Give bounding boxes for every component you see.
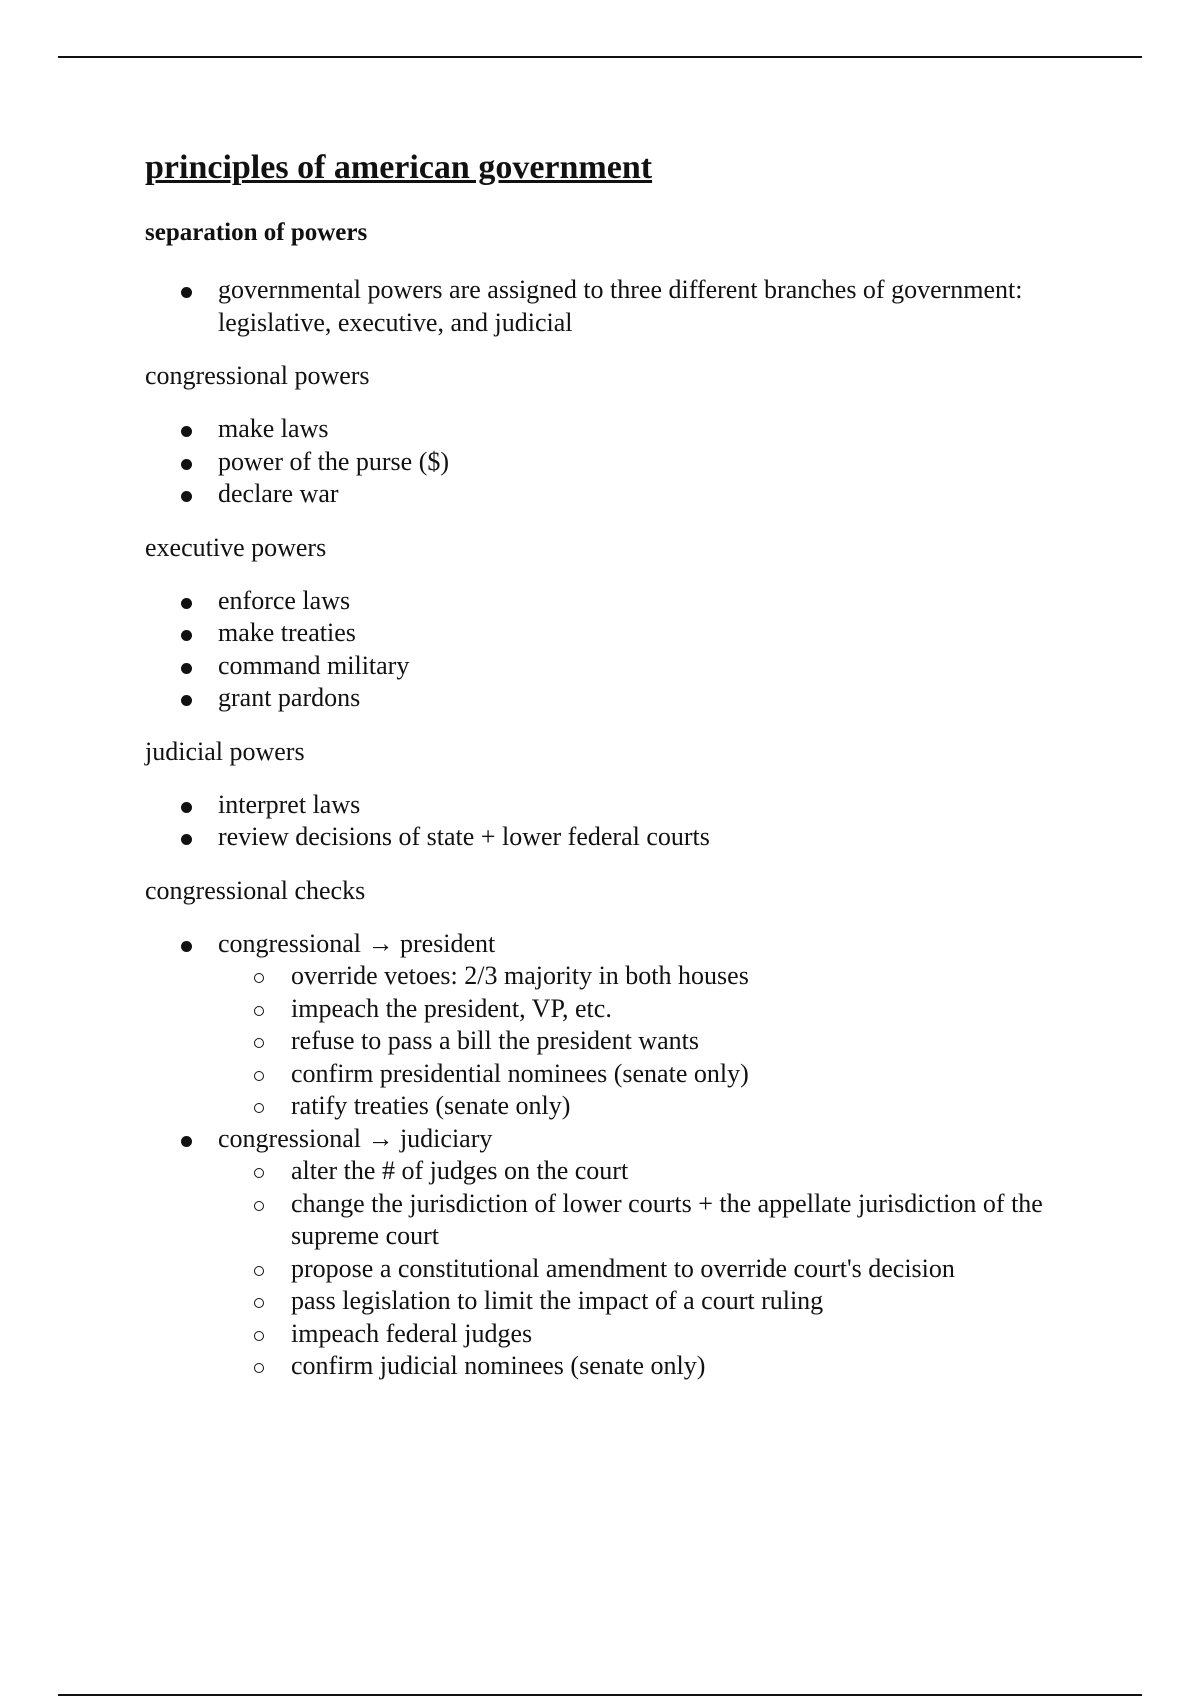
list-item-text: governmental powers are assigned to three different branches of government: legislative, executive, and judicial <box>218 275 1023 337</box>
list-item-text: declare war <box>218 479 339 508</box>
list-item <box>218 1155 1105 1188</box>
bullet-icon <box>181 695 192 706</box>
list-item-text: enforce laws <box>218 585 351 615</box>
bullet-icon <box>181 598 192 609</box>
list-item-text: pass legislation to limit the impact of a court ruling <box>291 1286 824 1315</box>
judicial-powers-heading: judicial powers <box>145 736 305 766</box>
list-item-text: alter the # of judges on the court <box>291 1156 629 1185</box>
list-item <box>218 1253 1105 1286</box>
check-group-label: congressional → judiciary <box>218 1123 493 1153</box>
list-item <box>145 274 1105 339</box>
list-item-text: power of the purse ($) <box>218 446 450 476</box>
list-item-text: refuse to pass a bill the president wants <box>291 1026 699 1055</box>
judiciary-checks-list <box>218 1155 1105 1383</box>
list-item <box>145 446 1105 479</box>
bullet-icon <box>181 287 192 298</box>
list-item <box>145 585 1105 618</box>
list-item <box>218 1188 1105 1253</box>
hollow-bullet-icon <box>254 1168 264 1178</box>
check-group-judiciary <box>145 1123 1105 1383</box>
hollow-bullet-icon <box>254 1006 264 1016</box>
intro-list <box>145 274 1105 339</box>
document-body <box>145 142 1105 1403</box>
list-item <box>218 1090 1105 1123</box>
hollow-bullet-icon <box>254 1071 264 1081</box>
congressional-checks-list <box>145 928 1105 1383</box>
list-item-text: make treaties <box>218 618 356 647</box>
executive-powers-heading: executive powers <box>145 532 327 562</box>
list-item-text: grant pardons <box>218 683 361 712</box>
bullet-icon <box>181 941 192 952</box>
hollow-bullet-icon <box>254 1038 264 1048</box>
hollow-bullet-icon <box>254 973 264 983</box>
list-item <box>145 413 1105 446</box>
congressional-powers-list <box>145 413 1105 511</box>
hollow-bullet-icon <box>254 1298 264 1308</box>
bottom-rule <box>58 1694 1142 1696</box>
hollow-bullet-icon <box>254 1266 264 1276</box>
list-item <box>218 960 1105 993</box>
bullet-icon <box>181 459 192 470</box>
hollow-bullet-icon <box>254 1363 264 1373</box>
list-item <box>218 1285 1105 1318</box>
bullet-icon <box>181 1136 192 1147</box>
list-item-text: impeach the president, VP, etc. <box>291 993 612 1023</box>
bullet-icon <box>181 491 192 502</box>
top-rule <box>58 56 1142 58</box>
check-group-label: congressional → president <box>218 928 496 958</box>
list-item-text: change the jurisdiction of lower courts + the appellate jurisdiction of the supreme court <box>291 1188 1043 1250</box>
list-item-text: confirm judicial nominees (senate only) <box>291 1351 706 1380</box>
bullet-icon <box>181 663 192 674</box>
list-item <box>145 682 1105 715</box>
check-group-president <box>145 928 1105 1123</box>
list-item-text: make laws <box>218 414 329 443</box>
list-item <box>145 617 1105 650</box>
section-heading: separation of powers <box>145 219 368 246</box>
hollow-bullet-icon <box>254 1331 264 1341</box>
list-item <box>218 1350 1105 1383</box>
page-title: principles of american government <box>145 149 653 186</box>
congressional-powers-heading: congressional powers <box>145 361 370 390</box>
bullet-icon <box>181 834 192 845</box>
hollow-bullet-icon <box>254 1103 264 1113</box>
executive-powers-list <box>145 585 1105 715</box>
list-item-text: confirm presidential nominees (senate only) <box>291 1058 749 1088</box>
list-item-text: review decisions of state + lower federal courts <box>218 822 710 851</box>
list-item-text: ratify treaties (senate only) <box>291 1091 571 1120</box>
list-item-text: impeach federal judges <box>291 1318 533 1348</box>
list-item <box>145 789 1105 822</box>
list-item <box>145 821 1105 854</box>
list-item-text: override vetoes: 2/3 majority in both houses <box>291 961 749 990</box>
bullet-icon <box>181 426 192 437</box>
list-item <box>218 1318 1105 1351</box>
bullet-icon <box>181 630 192 641</box>
bullet-icon <box>181 802 192 813</box>
list-item <box>145 478 1105 511</box>
judicial-powers-list <box>145 789 1105 854</box>
list-item <box>145 650 1105 683</box>
list-item-text: command military <box>218 650 410 680</box>
list-item <box>218 1025 1105 1058</box>
president-checks-list <box>218 960 1105 1123</box>
list-item-text: interpret laws <box>218 789 361 819</box>
list-item <box>218 1058 1105 1091</box>
congressional-checks-heading: congressional checks <box>145 875 366 905</box>
list-item-text: propose a constitutional amendment to override court's decision <box>291 1253 955 1283</box>
list-item <box>218 993 1105 1026</box>
hollow-bullet-icon <box>254 1201 264 1211</box>
